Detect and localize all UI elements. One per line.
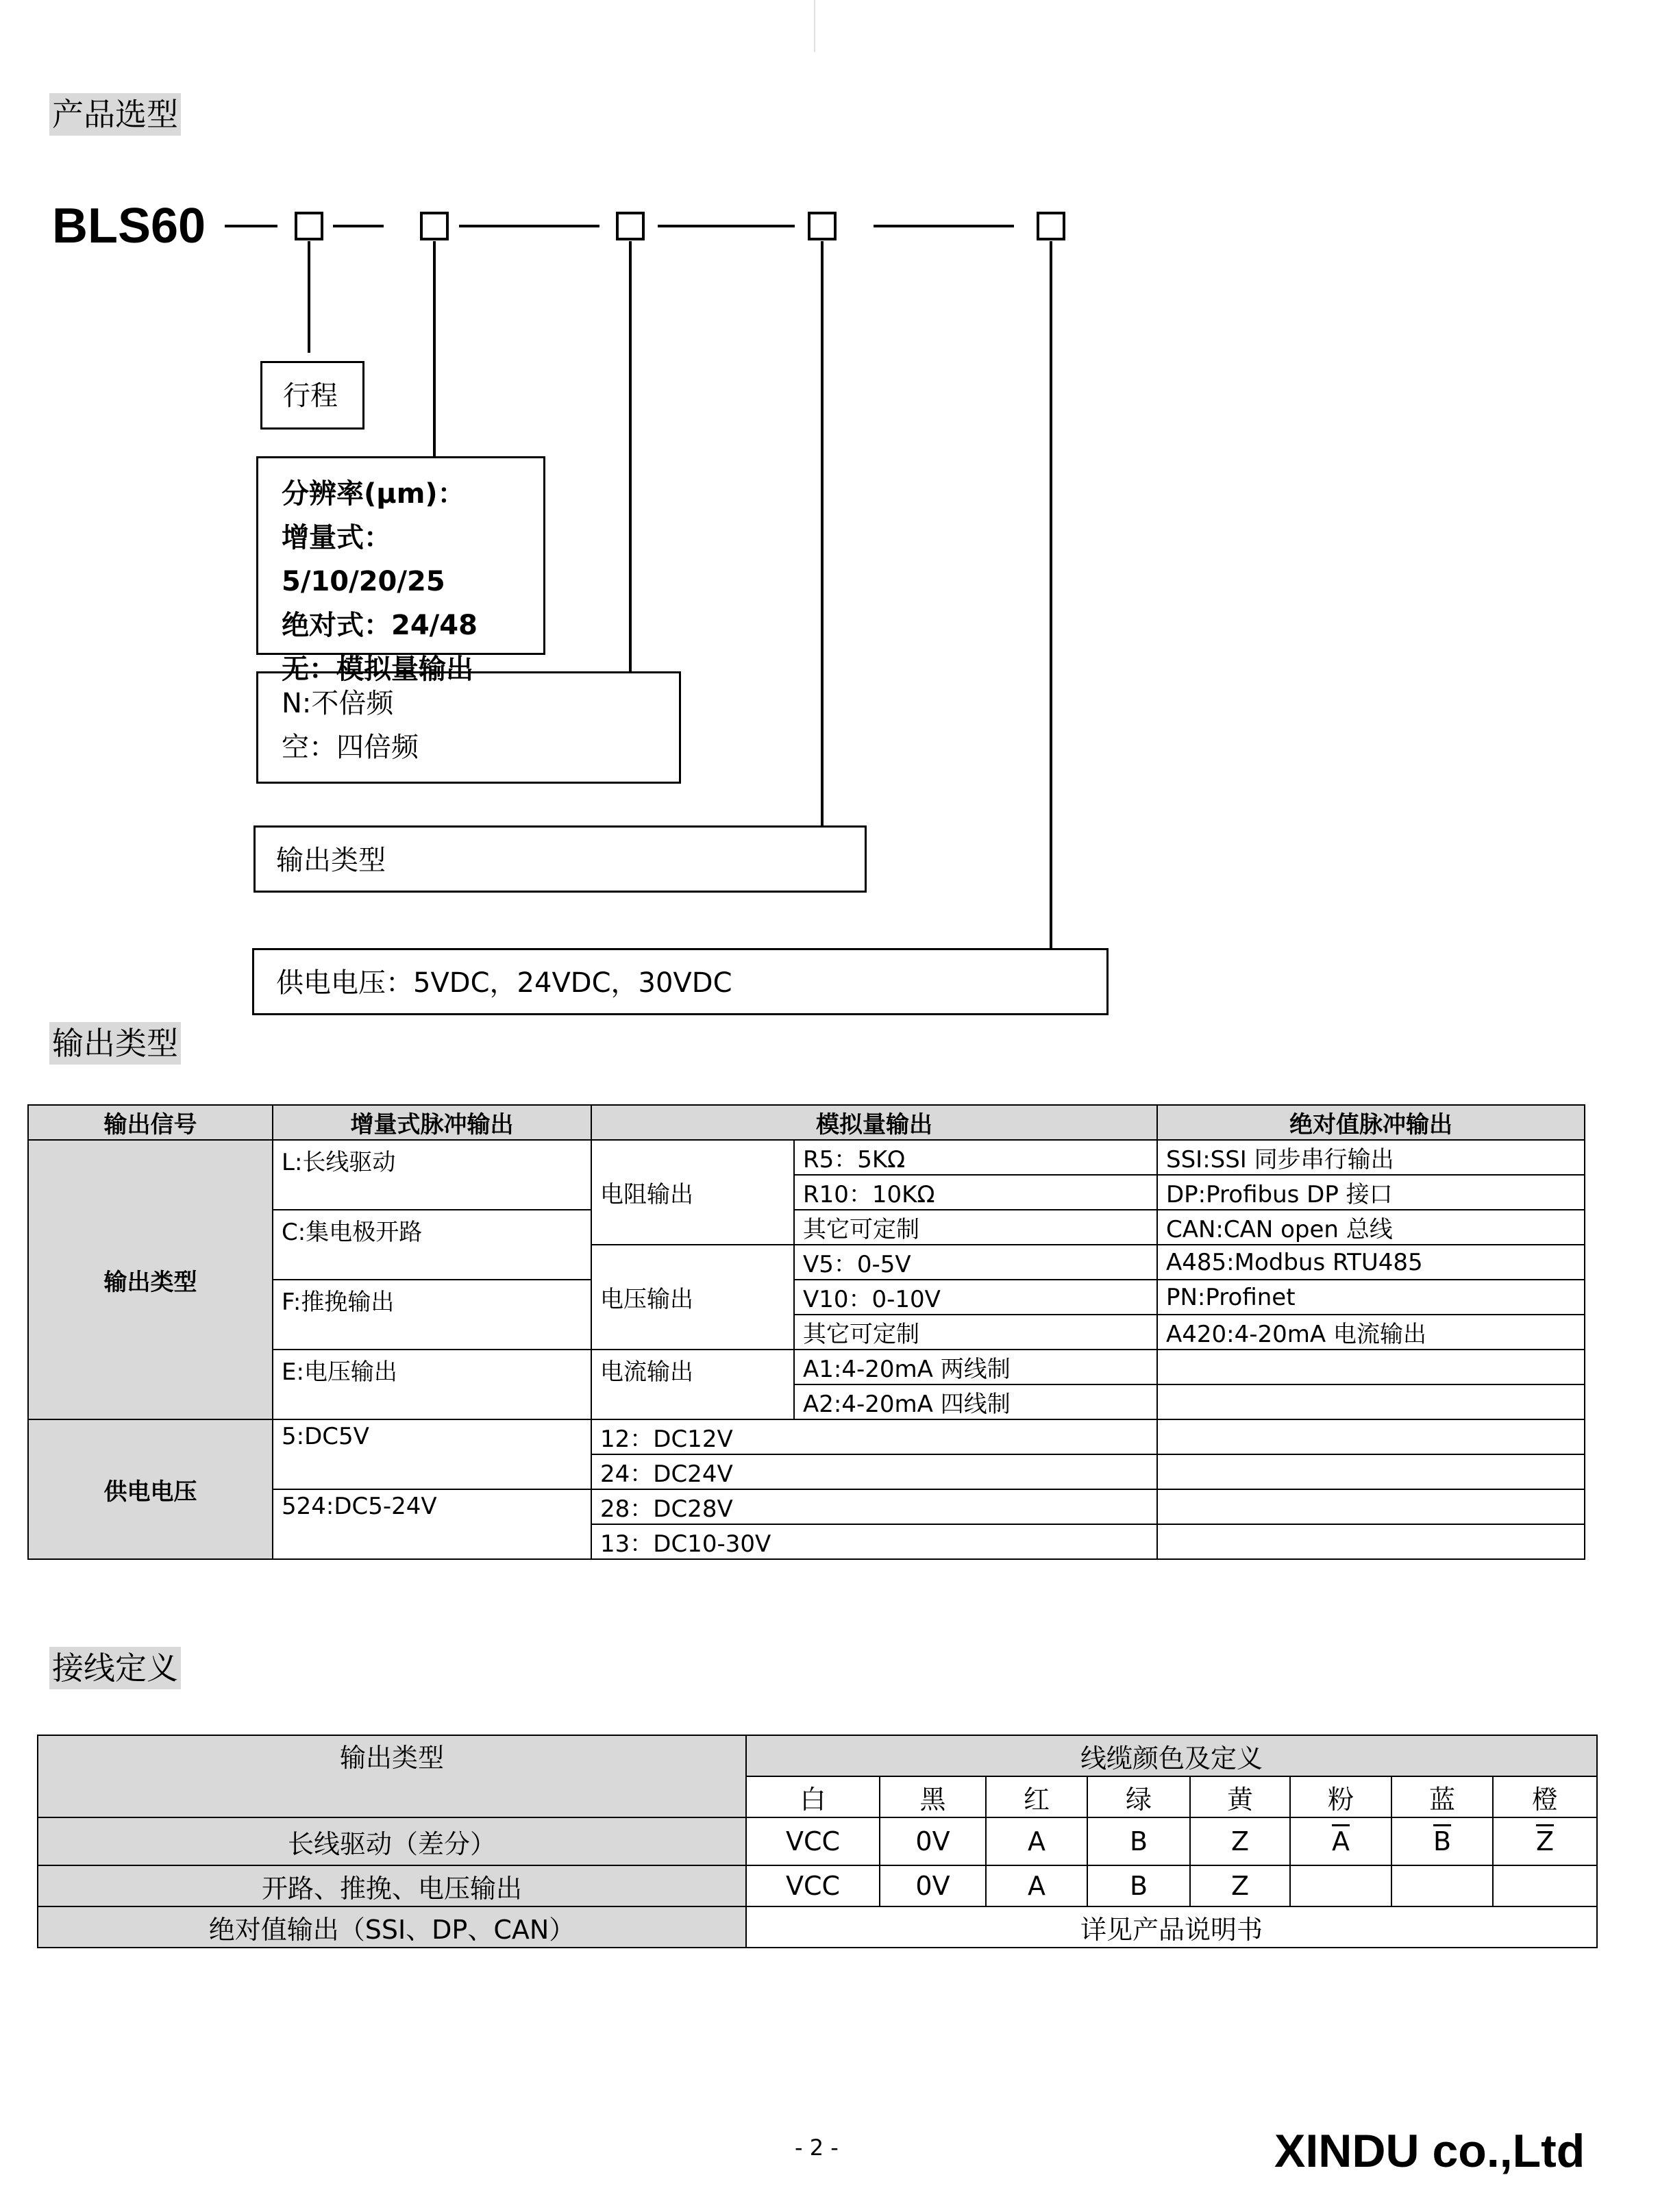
incremental-cell: E:电压输出 — [273, 1350, 591, 1419]
wiring-table — [37, 1735, 1598, 1948]
output-type-label: 输出类型 — [276, 845, 386, 876]
incremental-cell: L:长线驱动 — [273, 1140, 591, 1210]
supply-empty — [1157, 1454, 1585, 1489]
wiring-value: A — [986, 1817, 1087, 1865]
supply-empty — [1157, 1524, 1585, 1559]
supply-mid-cell: 28：DC28V — [591, 1489, 1157, 1524]
wiring-value: A — [986, 1865, 1087, 1906]
wiring-value-inverted — [1493, 1817, 1597, 1865]
incremental-cell: C:集电极开路 — [273, 1210, 591, 1280]
analog-group: 电阻输出 — [591, 1140, 794, 1245]
wiring-value: 0V — [880, 1865, 986, 1906]
wiring-note: 详见产品说明书 — [746, 1906, 1597, 1948]
code-slot-2 — [420, 212, 449, 240]
resolution-line: 绝对式：24/48 — [282, 610, 478, 641]
analog-item: V10：0-10V — [794, 1280, 1157, 1315]
code-slot-5 — [1037, 212, 1065, 240]
wiring-value: B — [1087, 1817, 1190, 1865]
analog-item: R10：10KΩ — [794, 1175, 1157, 1210]
analog-item: A2:4-20mA 四线制 — [794, 1384, 1157, 1419]
analog-item: A1:4-20mA 两线制 — [794, 1350, 1157, 1384]
supply-mid-cell: 24：DC24V — [591, 1454, 1157, 1489]
color-green: 绿 — [1087, 1776, 1190, 1817]
section-heading-wiring: 接线定义 — [49, 1647, 181, 1689]
output-type-table — [27, 1104, 1585, 1560]
wiring-value: B — [1087, 1865, 1190, 1906]
voltage-box — [252, 948, 1109, 1015]
wiring-color-header: 线缆颜色及定义 — [746, 1735, 1597, 1776]
wiring-row-label: 绝对值输出（SSI、DP、CAN） — [38, 1906, 746, 1948]
absolute-item: SSI:SSI 同步串行输出 — [1157, 1140, 1585, 1175]
resolution-line: 增量式：5/10/20/25 — [282, 522, 445, 597]
wiring-value — [1493, 1865, 1597, 1906]
section-heading-selection: 产品选型 — [49, 93, 181, 136]
color-orange: 橙 — [1493, 1776, 1597, 1817]
absolute-empty — [1157, 1350, 1585, 1384]
color-pink: 粉 — [1290, 1776, 1391, 1817]
absolute-item: DP:Profibus DP 接口 — [1157, 1175, 1585, 1210]
analog-item: V5：0-5V — [794, 1245, 1157, 1280]
resolution-box — [256, 456, 545, 685]
section-heading-output-type: 输出类型 — [49, 1022, 181, 1065]
stroke-box — [260, 361, 364, 430]
color-white: 白 — [746, 1776, 880, 1817]
multiplier-line: 空：四倍频 — [282, 732, 419, 763]
wiring-value-inverted — [1391, 1817, 1493, 1865]
absolute-item: A485:Modbus RTU485 — [1157, 1245, 1585, 1280]
wiring-value: Z — [1190, 1865, 1290, 1906]
analog-group: 电压输出 — [591, 1245, 794, 1350]
stroke-label: 行程 — [283, 380, 338, 412]
voltage-label: 供电电压：5VDC，24VDC，30VDC — [276, 967, 732, 999]
multiplier-box — [256, 671, 681, 784]
supply-left-cell: 5:DC5V — [273, 1419, 591, 1489]
analog-group: 电流输出 — [591, 1350, 794, 1419]
absolute-empty — [1157, 1384, 1585, 1419]
wiring-value: 0V — [880, 1817, 986, 1865]
company-name: XINDU co.,Ltd — [1274, 2125, 1585, 2177]
inverted-signal: $\overline{Z}$ — [1535, 1826, 1555, 1856]
supply-mid-cell: 12：DC12V — [591, 1419, 1157, 1454]
wiring-row-label: 开路、推挽、电压输出 — [38, 1865, 746, 1906]
wiring-row-label: 长线驱动（差分） — [38, 1817, 746, 1865]
header-analog: 模拟量输出 — [591, 1105, 1157, 1140]
supply-mid-cell: 13：DC10-30V — [591, 1524, 1157, 1559]
code-slot-3 — [616, 212, 645, 240]
wiring-value: VCC — [746, 1817, 880, 1865]
analog-item: R5：5KΩ — [794, 1140, 1157, 1175]
wiring-value: VCC — [746, 1865, 880, 1906]
color-blue: 蓝 — [1391, 1776, 1493, 1817]
analog-item: 其它可定制 — [794, 1315, 1157, 1350]
resolution-line: 分辨率(μm)： — [282, 478, 465, 510]
multiplier-line: N:不倍频 — [282, 688, 394, 719]
inverted-signal: $\overline{A}$ — [1332, 1826, 1350, 1856]
wiring-value — [1391, 1865, 1493, 1906]
absolute-item: A420:4-20mA 电流输出 — [1157, 1315, 1585, 1350]
supply-left-cell: 524:DC5-24V — [273, 1489, 591, 1559]
resolution-line: 无：模拟量输出 — [282, 654, 473, 685]
wiring-value: Z — [1190, 1817, 1290, 1865]
incremental-cell: F:推挽输出 — [273, 1280, 591, 1350]
analog-item: 其它可定制 — [794, 1210, 1157, 1245]
model-prefix: BLS60 — [52, 199, 206, 253]
row-group-supply-voltage: 供电电压 — [28, 1419, 273, 1559]
color-red: 红 — [986, 1776, 1087, 1817]
inverted-signal: $\overline{B}$ — [1433, 1826, 1452, 1856]
color-black: 黑 — [880, 1776, 986, 1817]
header-absolute: 绝对值脉冲输出 — [1157, 1105, 1585, 1140]
output-type-box — [253, 825, 867, 893]
color-yellow: 黄 — [1190, 1776, 1290, 1817]
header-incremental: 增量式脉冲输出 — [273, 1105, 591, 1140]
supply-empty — [1157, 1419, 1585, 1454]
code-slot-4 — [808, 212, 837, 240]
page-number: - 2 - — [795, 2135, 839, 2161]
row-group-output-type: 输出类型 — [28, 1140, 273, 1419]
wiring-col-header: 输出类型 — [38, 1735, 746, 1817]
wiring-value — [1290, 1865, 1391, 1906]
absolute-item: CAN:CAN open 总线 — [1157, 1210, 1585, 1245]
supply-empty — [1157, 1489, 1585, 1524]
absolute-item: PN:Profinet — [1157, 1280, 1585, 1315]
header-output-signal: 输出信号 — [28, 1105, 273, 1140]
wiring-value-inverted — [1290, 1817, 1391, 1865]
code-slot-1 — [295, 212, 323, 240]
